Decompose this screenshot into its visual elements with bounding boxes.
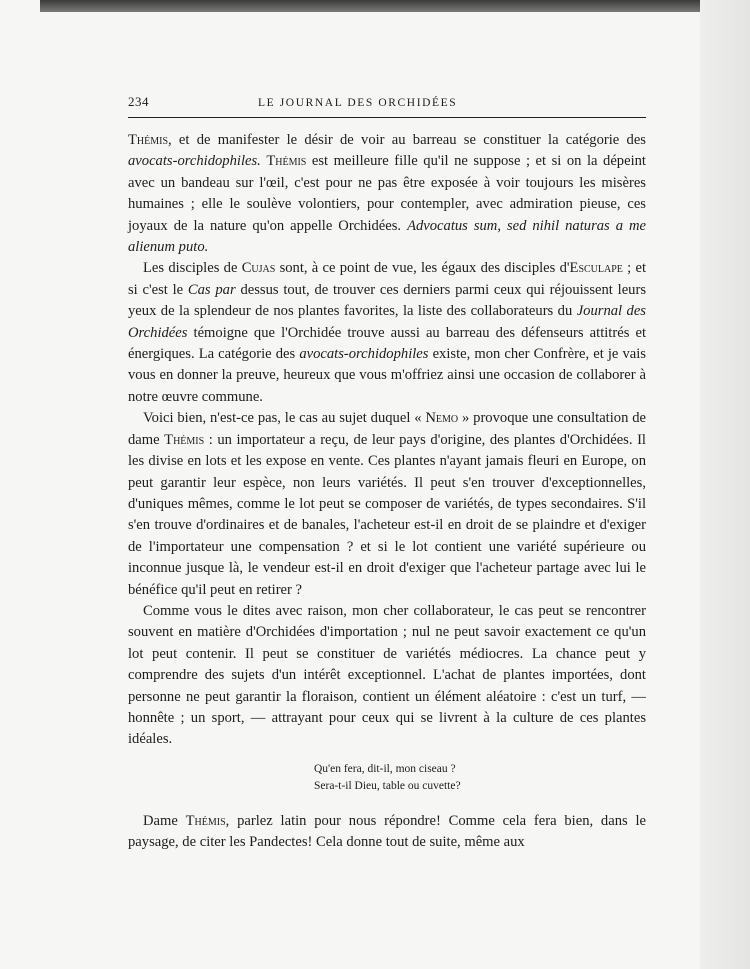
verse-line-1: Qu'en fera, dit-il, mon ciseau ?	[314, 762, 456, 775]
text-run: Voici bien, n'est-ce pas, le cas au sujet duquel «	[143, 410, 426, 427]
text-run: est meilleure fille qu'il ne suppose ; et si on la dépeint avec un bandeau sur l'œil, c'est pour ne pas être exposée à voir toujours les misères humaines ; elle le soulève volontiers, pour contempler, avec admiration pieuse, ces joyaux de la nature qu'on appelle Orchidées.	[128, 153, 646, 234]
text-run: , parlez latin pour nous répondre! Comme cela fera bien, dans le paysage, de citer les Pandectes! Cela donne tout de suite, même aux	[128, 812, 646, 851]
page-number: 234	[128, 94, 149, 109]
paragraph-4	[128, 601, 646, 751]
text-run: Dame	[143, 812, 186, 829]
small-caps-name: Thémis	[266, 153, 307, 170]
small-caps-name: Nemo	[425, 410, 459, 427]
scan-margin-right	[700, 0, 750, 969]
paragraph-2	[128, 258, 646, 408]
text-run: témoigne que l'Orchidée trouve aussi au barreau des défenseurs attitrés et énergiques. La catégorie des	[128, 324, 646, 363]
text-run: Les disciples de	[143, 260, 242, 277]
page-header	[128, 94, 646, 113]
italic-term: avocats-orchidophiles	[299, 346, 429, 363]
latin-quote: Advocatus sum, sed nihil naturas a me alienum puto.	[128, 217, 646, 256]
header-rule	[128, 117, 646, 118]
italic-term: Cas par	[187, 281, 236, 298]
italic-title: Journal des Orchidées	[128, 303, 646, 341]
text-run: Comme vous le dites avec raison, mon cher collaborateur, le cas peut se rencontrer souvent en matière d'Orchidées d'importation ; nul ne peut savoir exactement ce qu'un lot peut contenir. Il peut se constituer de variétés médiocres. La chance peut y comprendre des sujets d'un intérêt exceptionnel. L'achat de plantes importées, dont personne ne peut garantir la floraison, contient un élément aléatoire : c'est un turf, — honnête ; un sport, — attrayant pour ceux qui se livrent à la culture de ces plantes idéales.	[128, 602, 646, 748]
text-run: dessus tout, de trouver ces derniers parmi ceux qui réjouissent leurs yeux de la splendeur de nos plantes favorites, la liste des collaborateurs du	[128, 281, 647, 320]
text-run: existe, mon cher Confrère, et je vais vous en donner la preuve, heureux que vous m'offriez ainsi une occasion de collaborer à notre œuvre commune.	[128, 346, 646, 405]
running-title: LE JOURNAL DES ORCHIDÉES	[258, 97, 458, 109]
paragraph-3	[128, 408, 646, 601]
text-run: , et de manifester le désir de voir au barreau se constituer la catégorie des	[168, 132, 646, 148]
text-run: ; et si c'est le	[128, 260, 646, 298]
scan-border-top	[40, 0, 700, 12]
small-caps-name: Esculape	[569, 260, 623, 277]
journal-page	[128, 94, 646, 854]
italic-term: avocats-orchidophiles.	[128, 153, 261, 170]
paragraph-1	[128, 130, 646, 258]
small-caps-name: Cujas	[241, 260, 276, 277]
verse-line-2: Sera-t-il Dieu, table ou cuvette?	[314, 779, 461, 792]
body-text-continued	[128, 811, 646, 854]
text-run: : un importateur a reçu, de leur pays d'origine, des plantes d'Orchidées. Il les divise en lots et les expose en vente. Ces plantes n'ayant jamais fleuri en Europe, on peut garantir leur espèce, non leurs variétés. Il peut s'en trouver d'exceptionnelles, d'uniques mêmes, comme le lot peut se composer de variétés, de types secondaires. S'il s'en trouve d'ordinaires et de banales, l'acheteur est-il en droit de se plaindre et d'exiger de l'importateur une compensation ? et si le lot contient une variété supérieure ou inconnue jusque là, le vendeur est-il en droit d'exiger que l'acheteur partage avec lui le bénéfice qu'il peut en retirer ?	[128, 431, 646, 598]
small-caps-name: Thémis	[185, 812, 226, 829]
verse-quote	[314, 761, 646, 795]
text-run: » provoque une consultation de dame	[128, 410, 647, 448]
body-text	[128, 130, 646, 751]
small-caps-name: Thémis	[164, 431, 205, 448]
text-run: sont, à ce point de vue, les égaux des disciples d'	[275, 260, 570, 277]
paragraph-5	[128, 811, 646, 854]
small-caps-name: Thémis	[128, 132, 169, 148]
